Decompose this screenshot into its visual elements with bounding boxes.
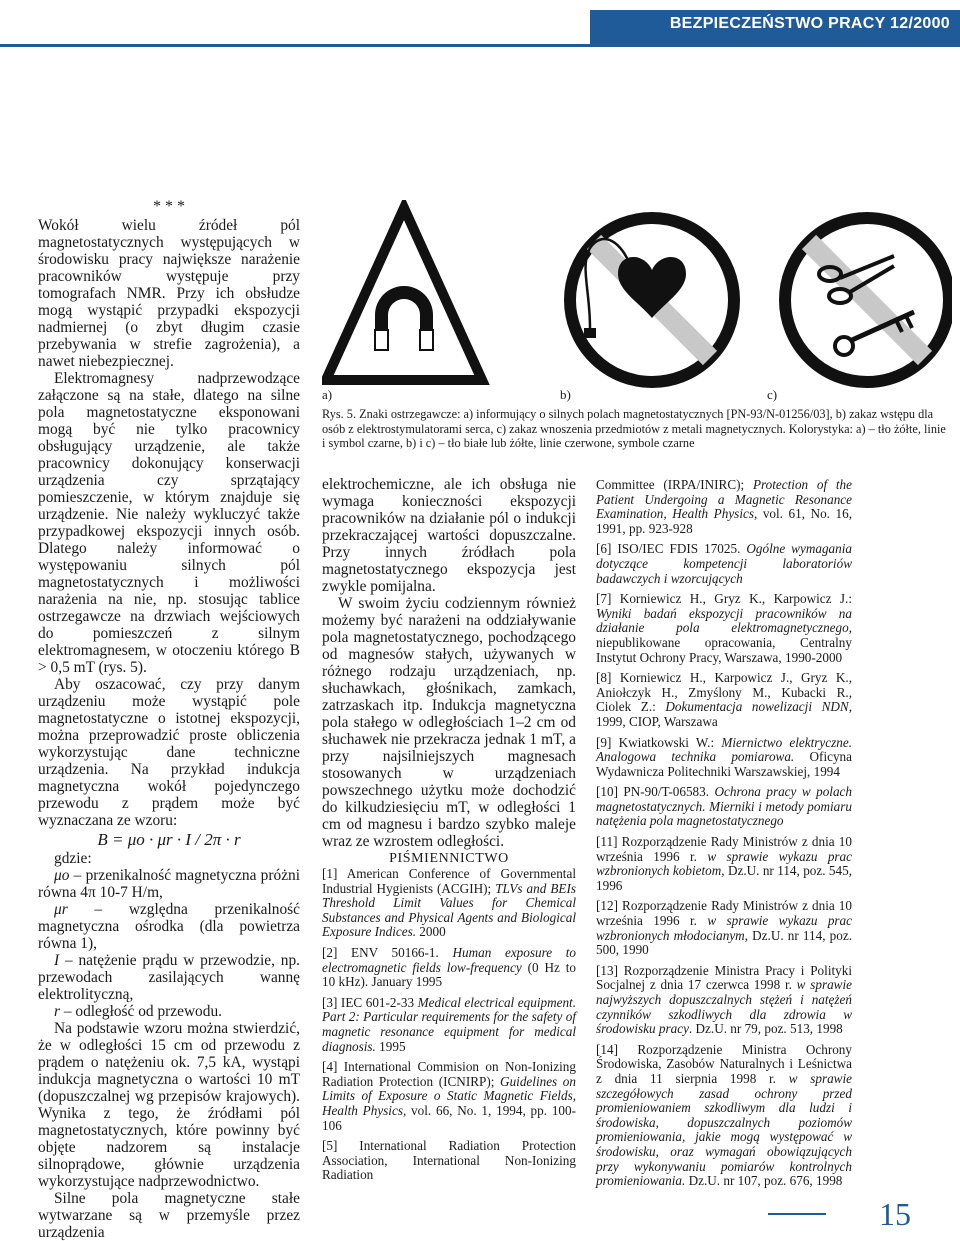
where-label: gdzie: (54, 850, 92, 867)
page-header (0, 0, 960, 50)
paragraph: Aby oszacować, czy przy danym urządzeniu może wystąpić pole magnetostatyczne o istotnej ekspozycji, można przeprowadzić proste obliczenia wykorzystując dane techniczne urządzenia. Na przykład indukcja magnetyczna wokół pojedynczego przewodu z prądem może być wyznaczana ze wzoru: (38, 676, 300, 829)
footer-rule (768, 1213, 826, 1215)
paragraph: elektrochemiczne, ale ich obsługa nie wymaga konieczności ekspozycji pracowników na działanie pól o indukcji przekraczającej wartości dopuszczalne. Przy innych źródłach pola magnetostatycznego ekspozycja jest zwykle pomijalna. (322, 476, 576, 595)
reference-item: Committee (IRPA/INIRC); Protection of the Patient Undergoing a Magnetic Resonance Examination, Health Physics, vol. 61, No. 16, 1991, pp. 923-928 (596, 477, 852, 536)
figure-labels (322, 387, 952, 403)
reference-item: [10] PN-90/T-06583. Ochrona pracy w polach magnetostatycznych. Mierniki i metody pomiaru natężenia pola magnetostatycznego (596, 784, 852, 829)
reference-item: [7] Korniewicz H., Gryz K., Karpowicz J.: Wyniki badań ekspozycji pracowników na działanie pola elektromagnetycznego, niepublikowane opracowania, Centralny Instytut Ochrony Pracy, Warszawa, 1990-2000 (596, 591, 852, 665)
paragraph: Na podstawie wzoru można stwierdzić, że w odległości 15 cm od przewodu z prądem o natężeniu ok. 7,5 kA, wystąpi indukcja magnetyczna o wartości 10 mT (dopuszczalnej wg przepisów krajowych). Wynika z tego, że źródłami pól magnetostatycznych, które powinny być objęte nadzorem są instalacje silnoprądowe, głównie urządzenia wykorzystujące nadprzewodnictwo. (38, 1020, 300, 1190)
section-separator: * * * (153, 198, 185, 215)
figure-caption: Rys. 5. Znaki ostrzegawcze: a) informujący o silnych polach magnetostatycznych [PN-93/N-01256/03], b) zakaz wstępu dla osób z elektrostymulatorami serca, c) zakaz wnoszenia przedmiotów z metali magnetycznych. Kolorystyka: a) – tło żółte, linie i symbol czarne, b) i c) – tło białe lub żółte, linie czerwone, symbole czarne (322, 407, 946, 450)
reference-item: [1] American Conference of Governmental Industrial Hygienists (ACGIH); TLVs and BEIs Threshold Limit Values for Chemical Substances and Physical Agents and Biological Exposure Indices. 2000 (322, 866, 576, 940)
reference-item: [13] Rozporządzenie Ministra Pracy i Polityki Socjalnej z dnia 17 czerwca 1998 r. w sprawie najwyższych dopuszczalnych stężeń i natężeń czynników szkodliwych dla zdrowia w środowisku pracy. Dz.U. nr 79, poz. 513, 1998 (596, 962, 852, 1037)
reference-item: [12] Rozporządzenie Rady Ministrów z dnia 10 września 1996 r. w sprawie wykazu prac wzbronionych młodocianym, Dz.U. nr 114, poz. 500, 1990 (596, 898, 853, 958)
column-left (38, 200, 300, 1241)
header-rule (0, 44, 960, 47)
paragraph: W swoim życiu codziennym również możemy być narażeni na oddziaływanie pola magnetostatycznego, pochodzącego od magnesów stałych, używanych w różnego rodzaju urządzeniach, np. słuchawkach, głośnikach, zamkach, zatrzaskach itp. Indukcja magnetyczna pola stałego w odległościach 1–2 cm od słuchawek nie przekracza jednak 1 mT, a przy najsilniejszych magnesach stosowanych w urządzeniach powszechnego użytku może dochodzić do kilkudziesięciu mT, w odległości 1 cm od magnesu i bardzo szybko maleje wraz ze wzrostem odległości. (322, 595, 576, 850)
warning-signs-figure (322, 200, 952, 390)
label-a: a) (322, 387, 333, 402)
formula: B = μo · μr · I / 2π · r (97, 830, 241, 849)
metal-objects-prohibition-sign (785, 218, 949, 382)
paragraph: Elektromagnesy nadprzewodzące załączone są na stałe, dlatego na silne pola magnetostatyczne eksponowani mogą być nie tylko pracownicy obsługujący urządzenie, ale także pracownicy dokonujący konserwacji urządzenia czy sprzątający pomieszczenie, w którym znajduje się urządzenie. Nie należy wykluczyć także przypadkowej ekspozycji innych osób. Dlatego należy informować o występowaniu silnych pól magnetostatycznych i możliwości narażenia na nie, np. stosując tablice ostrzegawcze na drzwiach wejściowych do pomieszczeń z silnym elektromagnesem, w otoczeniu którego B > 0,5 mT (rys. 5). (38, 370, 300, 676)
reference-item: [2] ENV 50166-1. Human exposure to electromagnetic fields low-frequency (0 Hz to 10 kHz). January 1995 (322, 944, 577, 990)
column-middle (322, 476, 576, 1189)
definition-r: r – odległość od przewodu. (54, 1003, 222, 1020)
page-number: 15 (879, 1196, 911, 1232)
references-heading: PIŚMIENNICTWO (389, 851, 509, 866)
reference-item: [9] Kwiatkowski W.: Miernictwo elektryczne. Analogowa technika pomiarowa. Oficyna Wydawnicza Politechniki Warszawskiej, 1994 (596, 734, 852, 779)
definition-i: I – natężenie prądu w przewodzie, np. przewodach zasilających wannę elektrolityczną, (38, 952, 300, 1003)
reference-item: [4] International Commision on Non-Ionizing Radiation Protection (ICNIRP); Guidelines on Limits of Exposure o Static Magnetic Fields, Health Physics, vol. 66, No. 1, 1994, pp. 100-106 (322, 1059, 576, 1133)
reference-item: [8] Korniewicz H., Karpowicz J., Gryz K., Aniołczyk H., Zmyślony M., Kubacki R., Ciolek Z.: Dokumentacja nowelizacji NDN, 1999, CIOP, Warszawa (596, 670, 853, 729)
reference-item: [14] Rozporządzenie Ministra Ochrony Środowiska, Zasobów Naturalnych i Leśnictwa z dnia 11 sierpnia 1998 r. w sprawie szczegółowych zasad ochrony przed promieniowaniem szkodliwym dla ludzi i środowiska, dopuszczalnych poziomów promieniowania, jakie mogą występować w środowisku, oraz wymagań obowiązujących przy wykonywaniu pomiarów kontrolnych promieniowania. Dz.U. nr 107, poz. 676, 1998 (596, 1041, 852, 1189)
reference-item: [5] International Radiation Protection Association, International Non-Ionizing Radiation (322, 1138, 576, 1183)
reference-item: [3] IEC 601-2-33 Medical electrical equipment. Part 2: Particular requirements for the safety of magnetic resonance equipment for medical diagnosis. 1995 (322, 994, 577, 1054)
label-c: c) (767, 387, 778, 402)
definition-mu0: μo – przenikalność magnetyczna próżni równa 4π 10-7 H/m, (38, 867, 300, 901)
pacemaker-prohibition-sign (570, 218, 734, 382)
definition-mur: μr – względna przenikalność magnetyczna ośrodka (dla powietrza równa 1), (38, 901, 300, 952)
paragraph: Wokół wielu źródeł pól magnetostatycznych występujących w środowisku pracy największe narażenie pracowników występuje przy tomografach NMR. Przy ich obsłudze mogą wystąpić przypadki ekspozycji nadmiernej (o zbyt długim czasie przebywania w strefie zagrożenia), a nawet niebezpiecznej. (38, 217, 300, 370)
paragraph: Silne pola magnetyczne stałe wytwarzane są w przemyśle przez urządzenia (38, 1190, 300, 1241)
reference-item: [6] ISO/IEC FDIS 17025. Ogólne wymagania dotyczące kompetencji laboratoriów badawczych i wzorcujących (596, 541, 852, 586)
reference-item: [11] Rozporządzenie Rady Ministrów z dnia 10 września 1996 r. w sprawie wykazu prac wzbronionych kobietom, Dz.U. nr 114, poz. 545, 1996 (596, 834, 853, 893)
column-right (596, 478, 852, 1195)
magnet-warning-sign (326, 208, 482, 380)
label-b: b) (560, 387, 571, 402)
journal-title: BEZPIECZEŃSTWO PRACY 12/2000 (669, 15, 950, 32)
